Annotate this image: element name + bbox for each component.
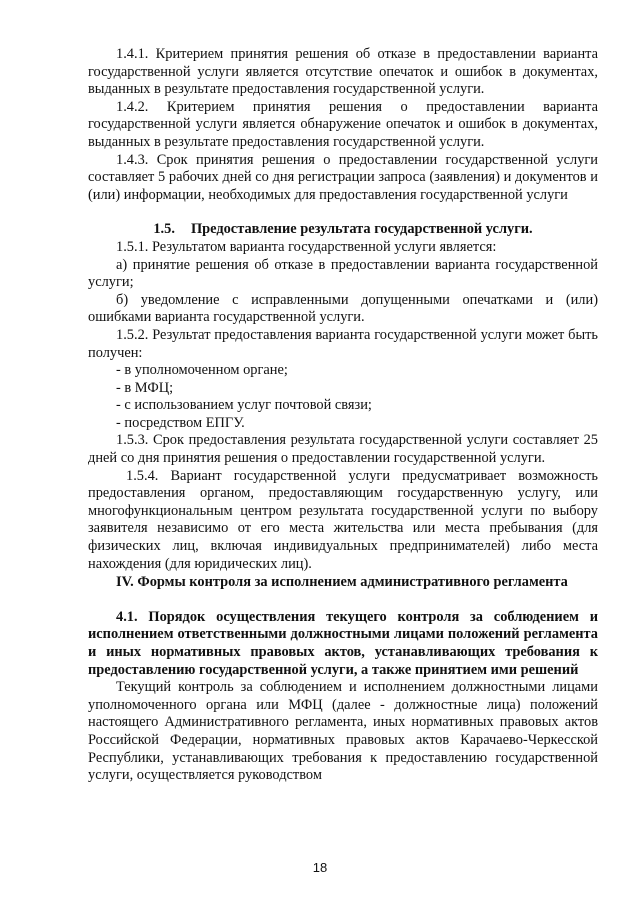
list-item: - посредством ЕПГУ. [116, 414, 245, 431]
paragraph-1-5-3: 1.5.3. Срок предоставления результата государственной услуги составляет 25 дней со дня принятия решения о предоставлении государственной услуги. [88, 432, 598, 467]
section-1-5-number: 1.5. [153, 221, 175, 238]
section-4-1-heading: 4.1. Порядок осуществления текущего контроля за соблюдением и исполнением ответственными должностными лицами положений регламента и иных нормативных правовых актов, устанавливающих требования к предоставлению государственной услуги, а также принятием ими решений [88, 608, 598, 678]
paragraph-1-4-1: 1.4.1. Критерием принятия решения об отказе в предоставлении варианта государственной услуги является отсутствие опечаток и ошибок в документах, выданных в результате предоставления государственной услуги. [88, 46, 598, 98]
page-content [88, 46, 598, 785]
chapter-4-heading: IV. Формы контроля за исполнением административного регламента [116, 574, 568, 591]
paragraph-4-1-text: Текущий контроль за соблюдением и исполнением должностными лицами уполномоченного органа или МФЦ (далее - должностные лица) положений настоящего Административного регламента, иных нормативных правовых актов Российской Федерации, нормативных правовых актов Карачаево-Черкесской Республики, устанавливающих требования к предоставлению государственной услуги, осуществляется руководством [88, 679, 598, 784]
paragraph-1-5-1: 1.5.1. Результатом варианта государственной услуги является: [116, 238, 497, 255]
paragraph-1-5-1-b: б) уведомление с исправленными допущенными опечатками и (или) ошибками варианта государственной услуги. [88, 291, 598, 326]
paragraph-1-5-4: 1.5.4. Вариант государственной услуги предусматривает возможность предоставления органом, предоставляющим государственную услугу, или многофункциональным центром результата государственной услуги по выбору заявителя независимо от его места жительства или места пребывания (для физических лиц, включая индивидуальных предпринимателей) либо места нахождения (для юридических лиц). [88, 467, 598, 572]
paragraph-1-4-2: 1.4.2. Критерием принятия решения о предоставлении варианта государственной услуги является обнаружение опечаток и ошибок в документах, выданных в результате предоставления государственной услуги. [88, 98, 598, 150]
list-item: - в уполномоченном органе; [116, 362, 288, 379]
list-item: - в МФЦ; [116, 379, 174, 396]
section-1-5-heading [88, 221, 598, 239]
paragraph-1-5-2: 1.5.2. Результат предоставления варианта государственной услуги может быть получен: [88, 326, 598, 361]
paragraph-1-5-1-a: а) принятие решения об отказе в предоставлении варианта государственной услуги; [88, 256, 598, 291]
paragraph-1-4-3: 1.4.3. Срок принятия решения о предоставлении государственной услуги составляет 5 рабочих дней со дня регистрации запроса (заявления) и документов и (или) информации, необходимых для предоставления государственной услуги [88, 151, 598, 203]
section-1-5-title: Предоставление результата государственной услуги. [190, 221, 533, 238]
list-item: - с использованием услуг почтовой связи; [116, 397, 372, 414]
page-number: 18 [312, 860, 328, 875]
